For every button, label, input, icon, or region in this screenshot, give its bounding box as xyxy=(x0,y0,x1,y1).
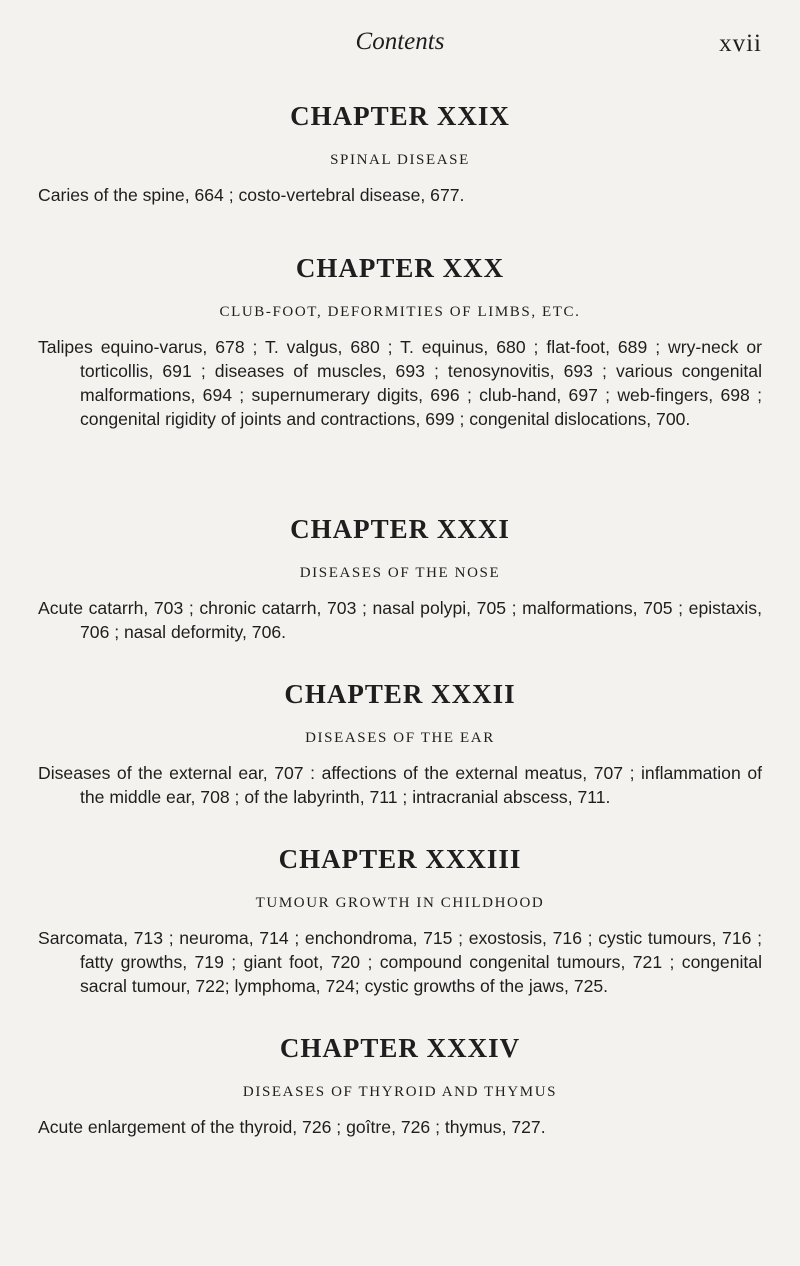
chapter-subtitle: TUMOUR GROWTH IN CHILDHOOD xyxy=(255,895,545,911)
chapter-contents-text: Acute enlargement of the thyroid, 726 ; goître, 726 ; thymus, 727. xyxy=(38,1117,546,1137)
chapter-contents-text: Acute catarrh, 703 ; chronic catarrh, 703 ; nasal polypi, 705 ; malformations, 705 ; epistaxis, 706 ; nasal deformity, 706. xyxy=(38,598,762,642)
page-number: xvii xyxy=(719,30,762,57)
chapter-xxxiii xyxy=(0,844,800,998)
chapter-subtitle: CLUB-FOOT, DEFORMITIES OF LIMBS, ETC. xyxy=(219,304,581,320)
chapter-contents-text: Caries of the spine, 664 ; costo-vertebral disease, 677. xyxy=(38,185,465,205)
chapter-heading: CHAPTER XXIX xyxy=(290,101,510,131)
chapter-heading: CHAPTER XXXII xyxy=(284,679,516,709)
running-title: Contents xyxy=(355,28,445,55)
chapter-subtitle: DISEASES OF THYROID AND THYMUS xyxy=(242,1084,558,1100)
chapter-xxxi xyxy=(0,514,800,644)
chapter-xxxiv xyxy=(0,1033,800,1139)
chapter-subtitle: SPINAL DISEASE xyxy=(330,152,470,168)
chapter-xxix xyxy=(0,101,800,207)
chapter-heading: CHAPTER XXXIII xyxy=(278,844,522,874)
chapter-xxx xyxy=(0,253,800,431)
chapter-contents-text: Diseases of the external ear, 707 : affections of the external meatus, 707 ; inflammation of the middle ear, 708 ; of the labyrinth, 711 ; intracranial abscess, 711. xyxy=(38,763,762,807)
chapter-contents-text: Sarcomata, 713 ; neuroma, 714 ; enchondroma, 715 ; exostosis, 716 ; cystic tumours, 716 ; fatty growths, 719 ; giant foot, 720 ; compound congenital tumours, 721 ; congenital sacral tumour, 722; lymphoma, 724; cystic growths of the jaws, 725. xyxy=(38,928,762,996)
chapter-subtitle: DISEASES OF THE EAR xyxy=(305,730,495,746)
chapter-heading: CHAPTER XXX xyxy=(295,253,505,283)
chapter-xxxii xyxy=(0,679,800,809)
running-head xyxy=(0,28,800,64)
chapter-heading: CHAPTER XXXI xyxy=(290,514,510,544)
chapter-subtitle: DISEASES OF THE NOSE xyxy=(299,565,501,581)
chapter-contents-text: Talipes equino-varus, 678 ; T. valgus, 680 ; T. equinus, 680 ; flat-foot, 689 ; wry-neck or torticollis, 691 ; diseases of muscles, 693 ; tenosynovitis, 693 ; various congenital malformations, 694 ; supernumerary digits, 696 ; club-hand, 697 ; web-fingers, 698 ; congenital rigidity of joints and contractions, 699 ; congenital dislocations, 700. xyxy=(38,337,762,429)
chapter-heading: CHAPTER XXXIV xyxy=(279,1033,521,1063)
